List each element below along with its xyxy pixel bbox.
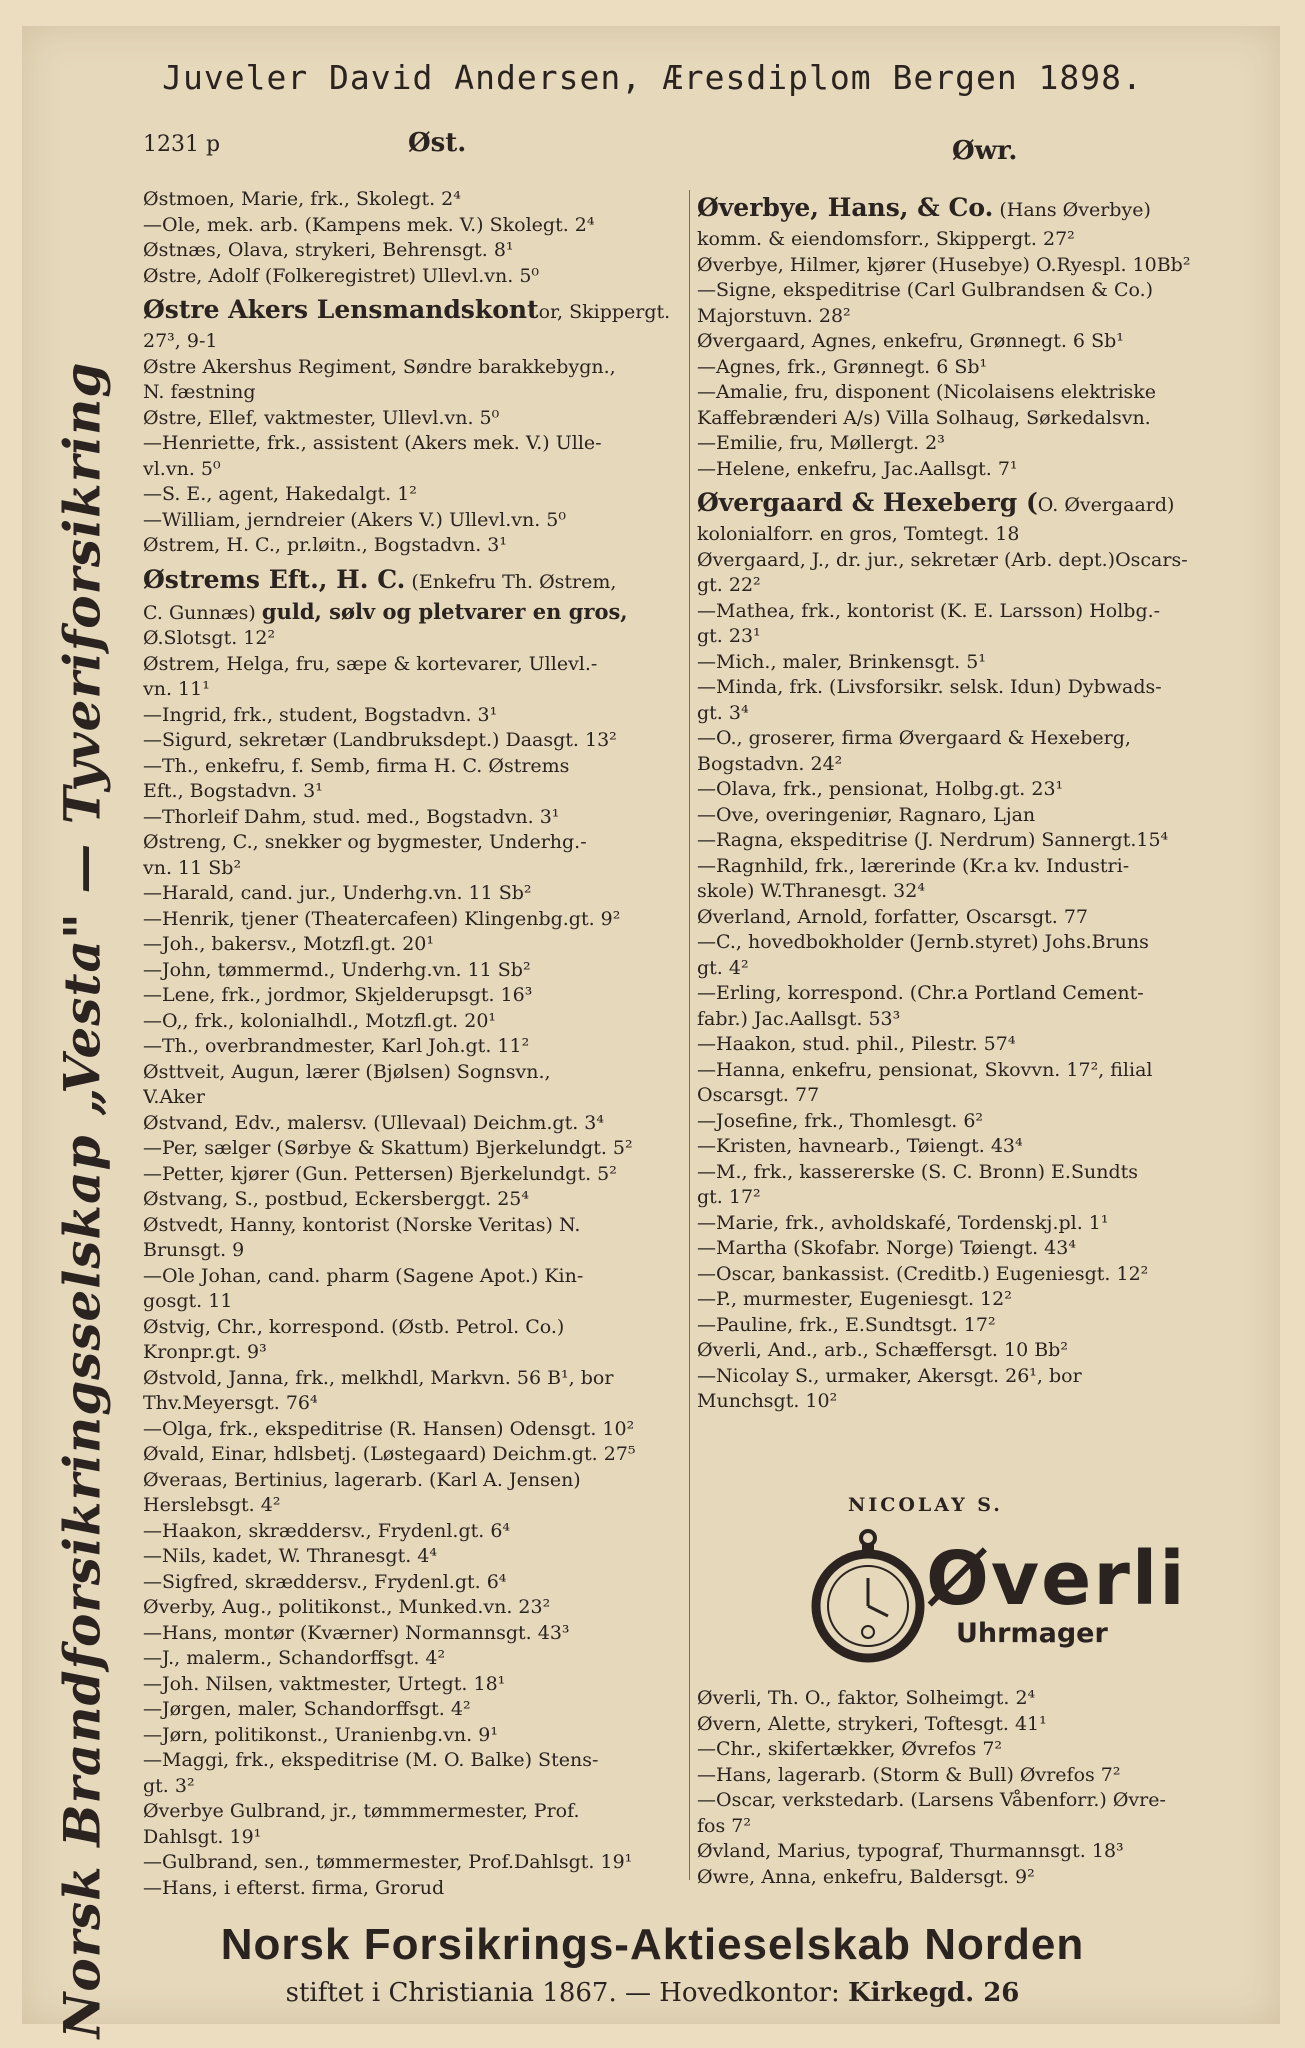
directory-line: Øverli, Th. O., faktor, Solheimgt. 2⁴ [697, 1687, 1036, 1709]
directory-line: —Ole Johan, cand. pharm (Sagene Apot.) Kin- [143, 1264, 584, 1287]
directory-line: Østre Akers Lensmandskontor, Skippergt. [143, 295, 671, 324]
directory-line: gt. 4² [697, 956, 749, 979]
directory-line: gt. 17² [697, 1186, 761, 1208]
directory-line: C. Gunnæs) guld, sølv og pletvarer en gros, [143, 598, 628, 624]
footer-address: Kirkegd. 26 [848, 1978, 1020, 2008]
directory-line: —Jørn, politikonst., Uranienbg.vn. 9¹ [143, 1723, 498, 1746]
directory-line: Øvergaard & Hexeberg (O. Øvergaard) [697, 488, 1175, 517]
directory-line: —Agnes, frk., Grønnegt. 6 Sb¹ [697, 355, 988, 378]
logo-arc-text: NICOLAY S. [848, 1494, 1003, 1516]
directory-line: gosgt. 11 [143, 1290, 233, 1312]
page-number: 1231 p [143, 132, 221, 157]
directory-line: 27³, 9-1 [143, 330, 218, 352]
directory-line: —Maggi, frk., ekspeditrise (M. O. Balke) Stens- [143, 1749, 599, 1771]
right-column-bottom [697, 1686, 1247, 1890]
directory-line: —Joh. Nilsen, vaktmester, Urtegt. 18¹ [143, 1672, 506, 1695]
directory-line: —Olga, frk., ekspeditrise (R. Hansen) Odensgt. 10² [143, 1417, 635, 1440]
logo-name: Øverli [926, 1536, 1187, 1622]
side-advertisement: Norsk Brandforsikringsselskap „Vesta" — Tyveriforsikring [52, 361, 112, 2039]
directory-line: Øvergaard, J., dr. jur., sekretær (Arb. dept.)Oscars- [697, 548, 1188, 571]
directory-line: Munchsgt. 10² [697, 1390, 838, 1412]
directory-line: —Chr., skifertækker, Øvrefos 7² [697, 1738, 1003, 1760]
directory-line: —O,, frk., kolonialhdl., Motzfl.gt. 20¹ [143, 1009, 497, 1032]
directory-line: Øwre, Anna, enkefru, Baldersgt. 9² [697, 1865, 1035, 1888]
directory-line: V.Aker [143, 1086, 206, 1108]
directory-line: —Thorleif Dahm, stud. med., Bogstadvn. 3¹ [143, 805, 560, 828]
directory-line: —Pauline, frk., E.Sundtsgt. 17² [697, 1313, 996, 1336]
directory-line: —Jørgen, maler, Schandorffsgt. 4² [143, 1698, 471, 1720]
directory-line: —C., hovedbokholder (Jernb.styret) Johs.Bruns [697, 931, 1149, 953]
directory-line: Øverbye, Hilmer, kjører (Husebye) O.Ryespl. 10Bb² [697, 253, 1191, 276]
directory-line: Øvern, Alette, strykeri, Toftesgt. 41¹ [697, 1712, 1047, 1735]
directory-line: —Per, sælger (Sørbye & Skattum) Bjerkelundgt. 5² [143, 1137, 633, 1159]
directory-line: fabr.) Jac.Aallsgt. 53³ [697, 1007, 901, 1030]
directory-line: —Marie, frk., avholdskafé, Tordenskj.pl. 1¹ [697, 1211, 1109, 1234]
directory-line: Østrem, Helga, fru, sæpe & kortevarer, Ullevl.- [143, 652, 598, 675]
directory-line: Oscarsgt. 77 [697, 1084, 820, 1106]
directory-line: Østvold, Janna, frk., melkhdl, Markvn. 56 B¹, bor [143, 1366, 614, 1389]
column-divider [689, 190, 690, 1880]
directory-line: gt. 23¹ [697, 625, 761, 647]
directory-line: —Oscar, verkstedarb. (Larsens Våbenforr.) Øvre- [697, 1789, 1166, 1811]
right-column [697, 187, 1247, 1415]
directory-line: fos 7² [697, 1814, 751, 1837]
left-keyword: Øst. [408, 128, 467, 158]
directory-line: —Harald, cand. jur., Underhg.vn. 11 Sb² [143, 882, 532, 904]
directory-line: Dahlsgt. 19¹ [143, 1825, 262, 1848]
directory-line: gt. 22² [697, 574, 761, 596]
directory-line: —O., groserer, firma Øvergaard & Hexeberg, [697, 727, 1131, 749]
directory-line: Ø.Slotsgt. 12² [143, 627, 276, 649]
directory-line: —Lene, frk., jordmor, Skjelderupsgt. 16³ [143, 984, 533, 1006]
directory-line: Østre, Adolf (Folkeregistret) Ullevl.vn. 5⁰ [143, 264, 540, 287]
directory-line: Øverland, Arnold, forfatter, Oscarsgt. 77 [697, 905, 1089, 928]
directory-line: —Haakon, skræddersv., Frydenl.gt. 6⁴ [143, 1519, 511, 1542]
directory-line: Øverli, And., arb., Schæffersgt. 10 Bb² [697, 1339, 1068, 1361]
directory-line: —Sigurd, sekretær (Landbruksdept.) Daasgt. 13² [143, 729, 617, 751]
directory-line: Kaffebrænderi A/s) Villa Solhaug, Sørkedalsvn. [697, 406, 1151, 429]
directory-line: Øverby, Aug., politikonst., Munked.vn. 23² [143, 1596, 551, 1618]
directory-line: Brunsgt. 9 [143, 1239, 245, 1261]
right-keyword: Øwr. [952, 136, 1018, 166]
directory-line: Østvang, S., postbud, Eckersberggt. 25⁴ [143, 1188, 530, 1210]
directory-line: —J., malerm., Schandorffsgt. 4² [143, 1647, 446, 1669]
directory-line: Bogstadvn. 24² [697, 752, 843, 775]
directory-line: Østre, Ellef, vaktmester, Ullevl.vn. 5⁰ [143, 406, 500, 429]
directory-line: —Hanna, enkefru, pensionat, Skovvn. 17², filial [697, 1058, 1153, 1081]
directory-line: —Ragna, ekspeditrise (J. Nerdrum) Sannergt.15⁴ [697, 829, 1169, 851]
directory-line: Majorstuvn. 28² [697, 304, 851, 327]
directory-line: komm. & eiendomsforr., Skippergt. 27² [697, 228, 1075, 250]
directory-line: Øverbye Gulbrand, jr., tømmmermester, Prof. [143, 1800, 580, 1822]
directory-line: Eft., Bogstadvn. 3¹ [143, 780, 323, 802]
directory-line: N. fæstning [143, 381, 256, 403]
directory-line: vn. 11¹ [143, 678, 210, 700]
directory-line: Østreng, C., snekker og bygmester, Underhg.- [143, 831, 587, 853]
directory-line: Øverbye, Hans, & Co. (Hans Øverbye) [697, 193, 1151, 222]
directory-line: —Amalie, fru, disponent (Nicolaisens elektriske [697, 381, 1157, 403]
directory-line: —Ole, mek. arb. (Kampens mek. V.) Skolegt. 2⁴ [143, 213, 595, 236]
directory-line: —William, jerndreier (Akers V.) Ullevl.vn. 5⁰ [143, 508, 566, 531]
directory-line: gt. 3⁴ [697, 701, 749, 724]
left-column [143, 187, 688, 1901]
footer-founded: stiftet i Christiania 1867. — Hovedkontor: [285, 1978, 848, 2008]
directory-line: —Hans, i efterst. firma, Grorud [143, 1876, 445, 1899]
directory-line: —Sigfred, skræddersv., Frydenl.gt. 6⁴ [143, 1570, 507, 1593]
directory-line: Øvland, Marius, typograf, Thurmannsgt. 18³ [697, 1840, 1124, 1862]
directory-line: —Ove, overingeniør, Ragnaro, Ljan [697, 803, 1036, 826]
directory-line: —Henrik, tjener (Theatercafeen) Klingenbg.gt. 9² [143, 907, 621, 930]
directory-line: —Th., enkefru, f. Semb, firma H. C. Østrems [143, 754, 570, 777]
logo-subtitle: Uhrmager [956, 1618, 1108, 1649]
directory-line: —Joh., bakersv., Motzfl.gt. 20¹ [143, 933, 435, 955]
directory-line: Østrem, H. C., pr.løitn., Bogstadvn. 3¹ [143, 534, 507, 556]
directory-line: Østnæs, Olava, strykeri, Behrensgt. 8¹ [143, 239, 514, 261]
directory-line: Øveraas, Bertinius, lagerarb. (Karl A. Jensen) [143, 1468, 581, 1491]
directory-line: Kronpr.gt. 9³ [143, 1341, 267, 1363]
directory-line: —Helene, enkefru, Jac.Aallsgt. 7¹ [697, 457, 1018, 480]
directory-line: —Signe, ekspeditrise (Carl Gulbrandsen & Co.) [697, 279, 1154, 301]
directory-line: —Kristen, havnearb., Tøiengt. 43⁴ [697, 1135, 1023, 1157]
footer-details [0, 1978, 1305, 2008]
directory-line: Østvig, Chr., korrespond. (Østb. Petrol. Co.) [143, 1315, 565, 1338]
overli-logo [808, 1494, 1187, 1676]
directory-line: Østvedt, Hanny, kontorist (Norske Veritas) N. [143, 1213, 581, 1236]
footer-company-name: Norsk Forsikrings-Aktieselskab Norden [220, 1920, 1085, 1969]
directory-line: Østtveit, Augun, lærer (Bjølsen) Sognsvn., [143, 1060, 551, 1083]
directory-line: —Ragnhild, frk., lærerinde (Kr.a kv. Industri- [697, 854, 1130, 877]
directory-line: —Oscar, bankassist. (Creditb.) Eugeniesgt. 12² [697, 1262, 1149, 1285]
directory-line: —Ingrid, frk., student, Bogstadvn. 3¹ [143, 703, 498, 726]
directory-line: Øvald, Einar, hdlsbetj. (Løstegaard) Deichm.gt. 27⁵ [143, 1443, 636, 1465]
directory-line: Herslebsgt. 4² [143, 1494, 281, 1516]
directory-line: —Nicolay S., urmaker, Akersgt. 26¹, bor [697, 1364, 1082, 1387]
directory-line: —Haakon, stud. phil., Pilestr. 57⁴ [697, 1033, 1016, 1055]
directory-line: —Erling, korrespond. (Chr.a Portland Cement- [697, 982, 1144, 1004]
directory-line: Østre Akershus Regiment, Søndre barakkebygn., [143, 355, 616, 378]
directory-line: skole) W.Thranesgt. 32⁴ [697, 880, 925, 902]
directory-line: vl.vn. 5⁰ [143, 457, 221, 480]
directory-line: kolonialforr. en gros, Tomtegt. 18 [697, 523, 1020, 545]
directory-line: gt. 3² [143, 1774, 195, 1797]
directory-line: —Gulbrand, sen., tømmermester, Prof.Dahlsgt. 19¹ [143, 1851, 633, 1873]
directory-line: —Minda, frk. (Livsforsikr. selsk. Idun) Dybwads- [697, 676, 1162, 698]
directory-line: Thv.Meyersgt. 76⁴ [143, 1392, 318, 1414]
directory-line: Øvergaard, Agnes, enkefru, Grønnegt. 6 Sb¹ [697, 330, 1124, 352]
directory-line: Østrems Eft., H. C. (Enkefru Th. Østrem, [143, 564, 617, 594]
directory-line: —Emilie, fru, Møllergt. 2³ [697, 432, 945, 454]
directory-line: —Henriette, frk., assistent (Akers mek. V.) Ulle- [143, 432, 602, 454]
directory-line: —S. E., agent, Hakedalgt. 1² [143, 483, 417, 505]
header-advertisement: Juveler David Andersen, Æresdiplom Bergen 1898. [162, 58, 1143, 97]
directory-line: —Mathea, frk., kontorist (K. E. Larsson) Holbg.- [697, 599, 1161, 622]
directory-line: —Petter, kjører (Gun. Pettersen) Bjerkelundgt. 5² [143, 1162, 617, 1185]
directory-line: —Josefine, frk., Thomlesgt. 6² [697, 1109, 984, 1132]
directory-line: —P., murmester, Eugeniesgt. 12² [697, 1288, 1012, 1310]
directory-line: —John, tømmermd., Underhg.vn. 11 Sb² [143, 958, 531, 981]
pocket-watch-icon [808, 1524, 928, 1664]
directory-line: Østvand, Edv., malersv. (Ullevaal) Deichm.gt. 3⁴ [143, 1111, 605, 1134]
directory-line: —Mich., maler, Brinkensgt. 5¹ [697, 650, 986, 673]
directory-line: —Martha (Skofabr. Norge) Tøiengt. 43⁴ [697, 1237, 1076, 1259]
directory-line: —Olava, frk., pensionat, Holbg.gt. 23¹ [697, 778, 1064, 800]
directory-line: —Hans, montør (Kværner) Normannsgt. 43³ [143, 1621, 570, 1644]
directory-line: —Nils, kadet, W. Thranesgt. 4⁴ [143, 1545, 437, 1567]
directory-line: Østmoen, Marie, frk., Skolegt. 2⁴ [143, 188, 461, 210]
directory-line: —Th., overbrandmester, Karl Joh.gt. 11² [143, 1035, 530, 1057]
directory-line: vn. 11 Sb² [143, 856, 242, 879]
directory-line: —M., frk., kassererske (S. C. Bronn) E.Sundts [697, 1160, 1138, 1183]
directory-line: —Hans, lagerarb. (Storm & Bull) Øvrefos 7² [697, 1763, 1121, 1786]
